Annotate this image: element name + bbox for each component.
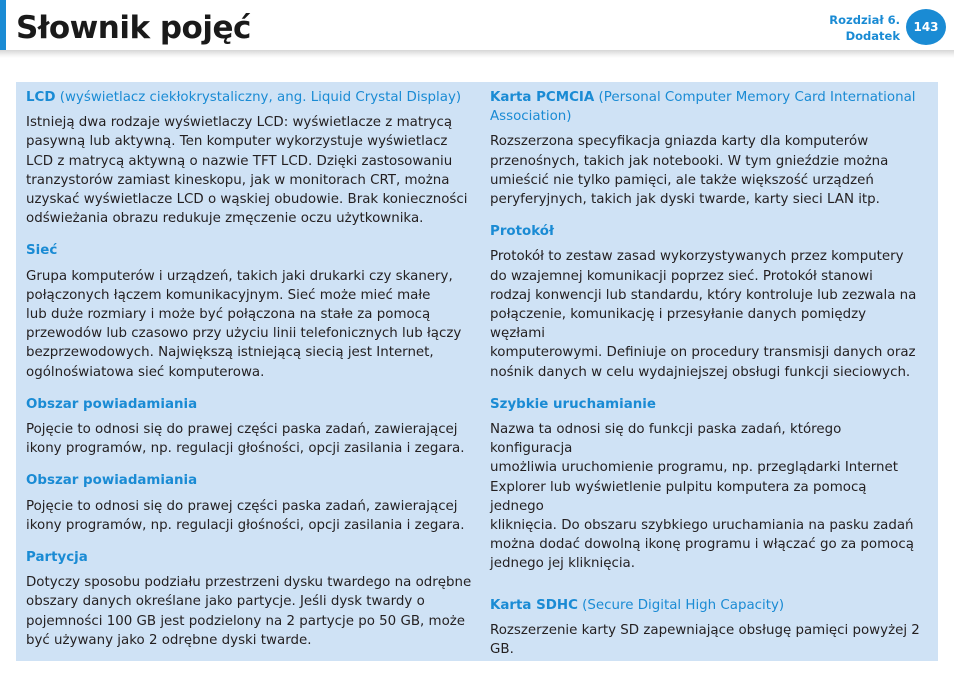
glossary-column-right: [490, 88, 922, 672]
text-line: ikony programów, np. regulacji głośności, opcji zasilania i zegara.: [26, 517, 465, 533]
text-line: Explorer lub wyświetlenie pulpitu komputera za pomocą jednego: [490, 479, 867, 514]
text-line: przewodów lub czasowo przy użyciu linii telefonicznych lub łączy: [26, 326, 462, 342]
text-line: rodzaj konwencji lub standardu, który kontroluje lub zezwala na: [490, 287, 917, 303]
text-line: Pojęcie to odnosi się do prawej części paska zadań, zawierającej: [26, 498, 458, 514]
glossary-panel: [16, 82, 938, 661]
text-line: Nazwa ta odnosi się do funkcji paska zadań, którego konfiguracja: [490, 422, 842, 457]
text-line: ikony programów, np. regulacji głośności, opcji zasilania i zegara.: [26, 441, 465, 457]
glossary-entry-partition: [26, 548, 472, 650]
text-line: nośnik danych w celu wydajniejszej obsługi funkcji sieciowych.: [490, 364, 911, 380]
entry-heading: [490, 222, 922, 241]
entry-heading: [26, 471, 472, 490]
text-line: Rozszerzona specyfikacja gniazda karty dla komputerów: [490, 134, 869, 150]
entry-definition: [490, 132, 922, 209]
text-line: Dotyczy sposobu podziału przestrzeni dysku twardego na odrębne: [26, 575, 472, 591]
text-line: do wzajemnej komunikacji poprzez sieć. Protokół stanowi: [490, 268, 873, 284]
entry-term: Obszar powiadamiania: [26, 473, 198, 489]
entry-definition: [26, 420, 472, 458]
entry-term: Sieć: [26, 243, 58, 259]
entry-term: Karta SDHC: [490, 597, 578, 613]
text-line: Rozszerzenie karty SD zapewniające obsługę pamięci powyżej 2: [490, 622, 920, 638]
chapter-label: [829, 12, 900, 44]
glossary-entry-network: [26, 241, 472, 381]
text-line: być używany jako 2 odrębne dyski twarde.: [26, 632, 312, 648]
entry-heading: [26, 241, 472, 260]
entry-heading: [26, 88, 472, 107]
text-line: tranzystorów zamiast kineskopu, jak w monitorach CRT, można: [26, 172, 450, 188]
glossary-entry-sdhc: [490, 596, 922, 660]
text-line: połączonych łączem komunikacyjnym. Sieć może mieć małe: [26, 287, 431, 303]
text-line: umożliwia uruchomienie programu, np. przeglądarki Internet: [490, 460, 899, 476]
entry-definition: [490, 247, 922, 381]
glossary-entry-pcmcia: [490, 88, 922, 209]
accent-bar: [0, 0, 6, 50]
entry-subtitle: (Personal Computer Memory Card International Association): [490, 90, 916, 125]
entry-term: LCD: [26, 90, 56, 105]
page-header: [0, 0, 954, 58]
text-line: pasywną lub aktywną. Ten komputer wykorzystuje wyświetlacz: [26, 134, 448, 150]
chapter-name: Dodatek: [845, 29, 900, 43]
text-line: komputerowymi. Definiuje on procedury transmisji danych oraz: [490, 345, 916, 361]
text-line: lub duże rozmiary i może być połączona na stałe za pomocą: [26, 307, 431, 323]
entry-heading: [490, 596, 922, 615]
text-line: pojemności 100 GB jest podzielony na 2 partycje po 50 GB, może: [26, 613, 466, 629]
text-line: kliknięcia. Do obszaru szybkiego uruchamiania na pasku zadań: [490, 518, 914, 534]
entry-definition: [490, 621, 922, 659]
page-number-badge: 143: [906, 9, 946, 45]
entry-definition: [26, 267, 472, 382]
text-line: umieścić nie tylko pamięci, ale także większość urządzeń: [490, 172, 874, 188]
entry-heading: [26, 395, 472, 414]
glossary-entry-protocol: [490, 222, 922, 382]
text-line: Protokół to zestaw zasad wykorzystywanych przez komputery: [490, 249, 904, 265]
glossary-entry-notification-area: [26, 395, 472, 459]
text-line: Pojęcie to odnosi się do prawej części paska zadań, zawierającej: [26, 422, 458, 438]
entry-heading: [490, 88, 922, 126]
glossary-entry-lcd: [26, 88, 472, 228]
glossary-column-left: [26, 88, 472, 663]
text-line: peryferyjnych, takich jak dyski twarde, karty sieci LAN itp.: [490, 192, 880, 208]
header-divider: [0, 50, 954, 58]
entry-subtitle: (Secure Digital High Capacity): [577, 597, 785, 613]
text-line: GB.: [490, 642, 514, 658]
text-line: przenośnych, takich jak notebooki. W tym gnieździe można: [490, 153, 889, 169]
entry-term: Protokół: [490, 224, 554, 240]
entry-term: Obszar powiadamiania: [26, 396, 198, 412]
entry-term: Karta PCMCIA: [490, 90, 595, 105]
text-line: uzyskać wyświetlacze LCD o wąskiej obudowie. Brak konieczności: [26, 192, 468, 208]
text-line: można dodać dowolną ikonę programu i włączać go za pomocą: [490, 537, 914, 553]
glossary-entry-quick-launch: [490, 395, 922, 574]
glossary-entry-notification-area-2: [26, 471, 472, 535]
entry-term: Partycja: [26, 550, 88, 566]
entry-definition: [26, 497, 472, 535]
entry-definition: [490, 420, 922, 574]
text-line: odświeżania obrazu redukuje zmęczenie oczu użytkownika.: [26, 211, 424, 227]
text-line: Istnieją dwa rodzaje wyświetlaczy LCD: wyświetlacze z matrycą: [26, 115, 453, 131]
text-line: ogólnoświatowa sieć komputerowa.: [26, 364, 265, 380]
text-line: LCD z matrycą aktywną o nazwie TFT LCD. Dzięki zastosowaniu: [26, 153, 453, 169]
entry-definition: [26, 113, 472, 228]
text-line: jednego jej kliknięcia.: [490, 556, 636, 572]
text-line: bezprzewodowych. Największą istniejącą siecią jest Internet,: [26, 345, 434, 361]
text-line: obszary danych określane jako partycje. Jeśli dysk twardy o: [26, 594, 425, 610]
entry-heading: [26, 548, 472, 567]
text-line: Grupa komputerów i urządzeń, takich jaki drukarki czy skanery,: [26, 268, 453, 284]
entry-definition: [26, 573, 472, 650]
entry-subtitle: (wyświetlacz ciekłokrystaliczny, ang. Liquid Crystal Display): [55, 90, 462, 105]
text-line: połączenie, komunikację i przesyłanie danych pomiędzy węzłami: [490, 307, 867, 342]
page-title: Słownik pojęć: [16, 10, 251, 46]
entry-term: Szybkie uruchamianie: [490, 396, 656, 412]
entry-heading: [490, 395, 922, 414]
chapter-number: Rozdział 6.: [829, 13, 900, 27]
